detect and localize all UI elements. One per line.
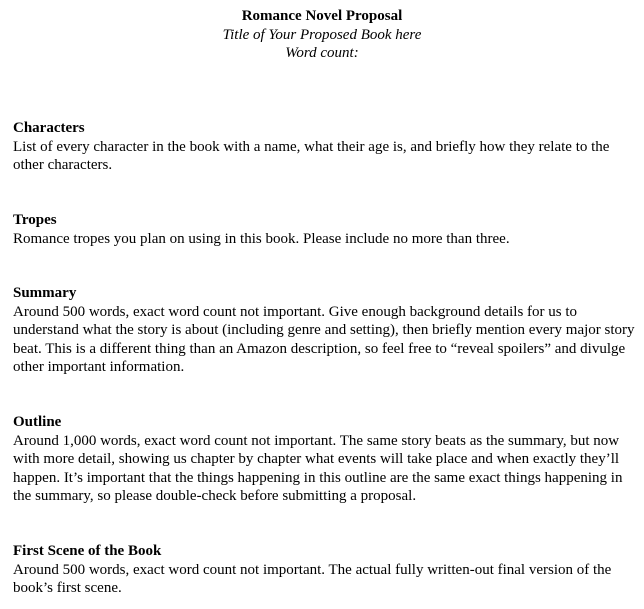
section-heading: Tropes	[13, 212, 57, 228]
section-heading: Summary	[13, 285, 77, 301]
section-tropes	[13, 211, 635, 248]
section-body: Romance tropes you plan on using in this book. Please include no more than three.	[13, 230, 510, 247]
document-header	[0, 7, 644, 63]
word-count-label: Word count:	[285, 45, 359, 61]
section-heading: First Scene of the Book	[13, 543, 162, 559]
section-outline	[13, 413, 635, 506]
section-body: Around 500 words, exact word count not important. The actual fully written-out final version of the book’s first scene.	[13, 561, 612, 596]
section-body: Around 500 words, exact word count not important. Give enough background details for us to understand what the story is about (including genre and setting), then briefly mention every major story beat. This is a different thing than an Amazon description, so feel free to “reveal spoilers” and divulge other important information.	[13, 303, 635, 375]
document-title: Romance Novel Proposal	[241, 8, 403, 24]
section-heading: Characters	[13, 120, 85, 136]
section-body: List of every character in the book with a name, what their age is, and briefly how they relate to the other characters.	[13, 138, 610, 173]
section-body: Around 1,000 words, exact word count not important. The same story beats as the summary, but now with more detail, showing us chapter by chapter what events will take place and when exactly they’ll happen. It’s important that the things happening in this outline are the same exact things happening in the summary, so please double-check before submitting a proposal.	[13, 432, 623, 504]
section-characters	[13, 119, 635, 175]
book-title-placeholder: Title of Your Proposed Book here	[222, 26, 422, 43]
header-block	[0, 7, 644, 63]
section-first-scene	[13, 542, 635, 598]
section-summary	[13, 284, 635, 377]
section-heading: Outline	[13, 414, 62, 430]
